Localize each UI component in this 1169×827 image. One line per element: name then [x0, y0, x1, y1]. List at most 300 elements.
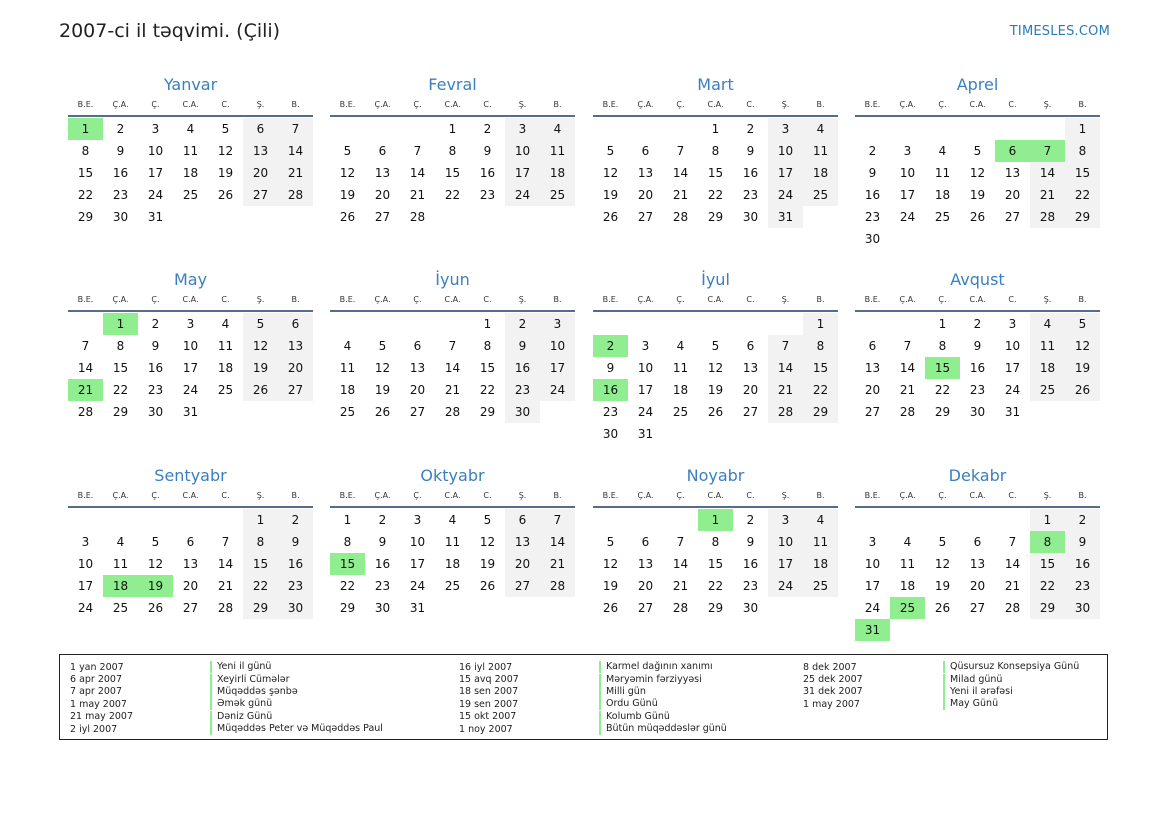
day-cell: 4: [186, 122, 195, 136]
weekend-day: 2: [278, 509, 313, 531]
weekend-day: 26: [1065, 379, 1100, 401]
weekday-header: [68, 293, 313, 307]
holiday-day: 15: [330, 553, 365, 575]
weekday-header: [855, 98, 1100, 112]
weekday-label: Ç.: [151, 100, 160, 109]
holiday-name: Əmək günü: [210, 698, 272, 710]
weekend-day: 14: [540, 531, 575, 553]
day-cell: 17: [409, 557, 426, 571]
day-cell: 12: [707, 361, 724, 375]
day-cell: 9: [116, 144, 125, 158]
day-cell: 2: [378, 513, 387, 527]
month-title: Aprel: [956, 75, 999, 94]
weekday-label: Ç.A.: [112, 491, 129, 500]
day-cell: 27: [742, 405, 759, 419]
day-cell: 31: [182, 405, 199, 419]
day-cell: 16: [147, 361, 164, 375]
weekend-day: 21: [278, 162, 313, 184]
weekend-day: 29: [1065, 206, 1100, 228]
day-cell: 1: [483, 317, 492, 331]
day-cell: 20: [1004, 188, 1021, 202]
day-cell: 6: [186, 535, 195, 549]
day-cell: 16: [479, 166, 496, 180]
day-cell: 5: [711, 339, 720, 353]
weekend-day: 31: [768, 206, 803, 228]
day-cell: 7: [448, 339, 457, 353]
day-cell: 5: [606, 144, 615, 158]
holiday-name: Yeni il ərəfəsi: [943, 686, 1013, 698]
day-cell: 5: [378, 339, 387, 353]
holiday-day: 25: [890, 597, 925, 619]
day-cell: 9: [746, 535, 755, 549]
weekend-day: 18: [803, 162, 838, 184]
month-block: [330, 269, 575, 423]
day-cell: 20: [864, 383, 881, 397]
empty-cell: [628, 313, 663, 335]
weekday-header: [593, 489, 838, 503]
day-cell: 11: [444, 535, 461, 549]
day-cell: 13: [637, 166, 654, 180]
empty-cell: [628, 118, 663, 140]
weekday-label: Ş.: [518, 100, 527, 109]
day-cell: 16: [864, 188, 881, 202]
day-cell: 22: [444, 188, 461, 202]
weekend-day: 3: [540, 313, 575, 335]
weekend-day: 28: [278, 184, 313, 206]
holiday-name: May Günü: [943, 698, 998, 710]
weekend-day: 17: [768, 162, 803, 184]
header-rule: [68, 506, 313, 508]
weekend-day: 5: [243, 313, 278, 335]
day-grid: [330, 313, 575, 423]
empty-cell: [663, 313, 698, 335]
day-cell: 7: [676, 535, 685, 549]
day-cell: 7: [221, 535, 230, 549]
day-cell: 15: [479, 361, 496, 375]
empty-cell: [628, 509, 663, 531]
empty-cell: [663, 118, 698, 140]
day-cell: 16: [969, 361, 986, 375]
weekend-day: 1: [1065, 118, 1100, 140]
legend-row: [459, 673, 727, 685]
day-cell: 7: [676, 144, 685, 158]
weekday-label: Ç.: [151, 295, 160, 304]
header-rule: [68, 115, 313, 117]
weekday-label: B.E.: [77, 491, 94, 500]
day-cell: 6: [973, 535, 982, 549]
weekend-day: 15: [1030, 553, 1065, 575]
weekend-day: 10: [768, 531, 803, 553]
weekday-label: Ç.: [938, 491, 947, 500]
weekday-label: B.: [553, 295, 562, 304]
day-cell: 26: [479, 579, 496, 593]
weekday-label: B.E.: [602, 295, 619, 304]
weekday-label: B.E.: [864, 491, 881, 500]
day-cell: 9: [973, 339, 982, 353]
weekday-label: C.: [221, 100, 230, 109]
day-cell: 11: [899, 557, 916, 571]
weekend-day: 7: [768, 335, 803, 357]
weekday-label: Ç.A.: [374, 491, 391, 500]
month-title: Mart: [697, 75, 734, 94]
weekend-day: 4: [803, 118, 838, 140]
day-cell: 22: [112, 383, 129, 397]
day-cell: 21: [409, 188, 426, 202]
header-rule: [593, 310, 838, 312]
weekend-day: 12: [243, 335, 278, 357]
day-cell: 10: [864, 557, 881, 571]
weekend-day: 21: [768, 379, 803, 401]
day-cell: 23: [374, 579, 391, 593]
day-cell: 29: [339, 601, 356, 615]
day-cell: 12: [374, 361, 391, 375]
site-link[interactable]: TIMESLES.COM: [1009, 24, 1110, 39]
weekday-label: B.E.: [77, 100, 94, 109]
day-cell: 27: [182, 601, 199, 615]
day-cell: 15: [77, 166, 94, 180]
empty-cell: [768, 313, 803, 335]
weekday-label: C.: [483, 491, 492, 500]
holiday-date: 1 may 2007: [803, 698, 860, 710]
weekend-day: 19: [243, 357, 278, 379]
day-cell: 5: [483, 513, 492, 527]
day-cell: 7: [81, 339, 90, 353]
holiday-date: 19 sen 2007: [459, 698, 519, 710]
holiday-date: 15 okt 2007: [459, 711, 517, 723]
weekend-day: 4: [1030, 313, 1065, 335]
day-cell: 19: [602, 188, 619, 202]
weekday-label: B.: [816, 491, 825, 500]
page-title: 2007-ci il təqvimi. (Çili): [59, 20, 281, 42]
day-cell: 8: [711, 535, 720, 549]
day-cell: 30: [374, 601, 391, 615]
empty-cell: [400, 313, 435, 335]
holiday-day: 2: [593, 335, 628, 357]
day-cell: 4: [903, 535, 912, 549]
day-cell: 10: [899, 166, 916, 180]
header-rule: [330, 115, 575, 117]
empty-cell: [855, 313, 890, 335]
day-cell: 7: [903, 339, 912, 353]
weekday-label: C.: [221, 491, 230, 500]
header-rule: [330, 506, 575, 508]
weekday-label: Ç.: [676, 295, 685, 304]
weekend-day: 24: [540, 379, 575, 401]
empty-cell: [365, 118, 400, 140]
weekend-day: 30: [278, 597, 313, 619]
day-cell: 28: [1004, 601, 1021, 615]
day-cell: 30: [112, 210, 129, 224]
weekend-day: 17: [768, 553, 803, 575]
holiday-date: 1 noy 2007: [459, 723, 513, 735]
day-cell: 22: [934, 383, 951, 397]
day-cell: 27: [637, 210, 654, 224]
holiday-day: 1: [68, 118, 103, 140]
weekday-label: Ç.: [151, 491, 160, 500]
day-cell: 9: [746, 144, 755, 158]
weekday-label: B.: [553, 100, 562, 109]
day-cell: 11: [112, 557, 129, 571]
holiday-date: 7 apr 2007: [70, 686, 123, 698]
holiday-date: 25 dek 2007: [803, 674, 863, 686]
legend-row: [70, 673, 383, 685]
weekday-label: Ş.: [781, 295, 790, 304]
weekday-label: Ş.: [256, 295, 265, 304]
month-title: İyul: [701, 270, 730, 289]
month-block: [68, 74, 313, 228]
month-block: [68, 269, 313, 423]
holiday-day: 1: [103, 313, 138, 335]
day-cell: 13: [637, 557, 654, 571]
day-cell: 14: [409, 166, 426, 180]
weekend-day: 11: [540, 140, 575, 162]
day-cell: 9: [868, 166, 877, 180]
day-cell: 17: [899, 188, 916, 202]
weekend-day: 23: [505, 379, 540, 401]
empty-cell: [593, 118, 628, 140]
weekend-day: 24: [768, 575, 803, 597]
day-cell: 17: [77, 579, 94, 593]
legend-row: [70, 698, 383, 710]
legend-row: [459, 686, 727, 698]
day-cell: 2: [116, 122, 125, 136]
weekend-day: 28: [768, 401, 803, 423]
day-cell: 14: [672, 166, 689, 180]
weekend-day: 23: [278, 575, 313, 597]
weekday-label: C.A.: [707, 100, 724, 109]
weekend-day: 27: [278, 379, 313, 401]
holiday-legend: [59, 654, 1108, 740]
day-cell: 29: [479, 405, 496, 419]
holiday-day: 15: [925, 357, 960, 379]
month-title: May: [173, 270, 208, 289]
day-cell: 1: [711, 122, 720, 136]
legend-row: [803, 661, 1079, 673]
day-cell: 26: [339, 210, 356, 224]
weekend-day: 1: [1030, 509, 1065, 531]
day-cell: 3: [1008, 317, 1017, 331]
day-grid: [855, 509, 1100, 641]
day-cell: 12: [147, 557, 164, 571]
day-cell: 6: [746, 339, 755, 353]
day-cell: 12: [217, 144, 234, 158]
weekend-day: 11: [803, 531, 838, 553]
day-cell: 3: [641, 339, 650, 353]
day-cell: 31: [147, 210, 164, 224]
weekday-label: Ç.: [413, 295, 422, 304]
weekday-label: B.: [1078, 491, 1087, 500]
day-cell: 26: [934, 601, 951, 615]
weekend-day: 4: [803, 509, 838, 531]
weekday-label: Ç.A.: [637, 491, 654, 500]
day-cell: 24: [899, 210, 916, 224]
day-cell: 20: [182, 579, 199, 593]
day-cell: 5: [343, 144, 352, 158]
month-block: [855, 465, 1100, 641]
day-cell: 2: [151, 317, 160, 331]
day-cell: 3: [903, 144, 912, 158]
day-cell: 21: [672, 579, 689, 593]
weekday-label: C.: [1008, 295, 1017, 304]
day-cell: 28: [444, 405, 461, 419]
day-cell: 25: [934, 210, 951, 224]
day-cell: 4: [448, 513, 457, 527]
weekend-day: 10: [768, 140, 803, 162]
weekend-day: 17: [505, 162, 540, 184]
month-title: Sentyabr: [154, 466, 227, 485]
holiday-day: 18: [103, 575, 138, 597]
day-cell: 3: [413, 513, 422, 527]
day-cell: 21: [672, 188, 689, 202]
weekday-label: C.A.: [182, 295, 199, 304]
day-cell: 27: [1004, 210, 1021, 224]
weekday-label: C.A.: [444, 100, 461, 109]
weekday-header: [855, 489, 1100, 503]
day-cell: 8: [483, 339, 492, 353]
day-cell: 11: [217, 339, 234, 353]
weekend-day: 24: [505, 184, 540, 206]
holiday-date: 31 dek 2007: [803, 686, 863, 698]
day-cell: 15: [707, 557, 724, 571]
weekday-label: Ç.A.: [899, 491, 916, 500]
day-cell: 2: [746, 122, 755, 136]
legend-row: [803, 673, 1079, 685]
weekend-day: 22: [1065, 184, 1100, 206]
weekday-label: C.A.: [182, 491, 199, 500]
legend-row: [459, 723, 727, 735]
weekday-header: [68, 98, 313, 112]
day-cell: 1: [448, 122, 457, 136]
weekday-label: C.A.: [707, 491, 724, 500]
day-cell: 6: [378, 144, 387, 158]
day-grid: [593, 313, 838, 445]
weekday-label: Ş.: [256, 491, 265, 500]
day-cell: 18: [899, 579, 916, 593]
day-cell: 13: [864, 361, 881, 375]
weekday-label: B.E.: [602, 100, 619, 109]
holiday-date: 18 sen 2007: [459, 686, 519, 698]
empty-cell: [593, 509, 628, 531]
month-title: Dekabr: [948, 466, 1007, 485]
day-cell: 14: [899, 361, 916, 375]
day-cell: 13: [969, 557, 986, 571]
weekday-label: Ç.A.: [637, 295, 654, 304]
weekend-day: 11: [1030, 335, 1065, 357]
day-cell: 26: [147, 601, 164, 615]
day-cell: 30: [147, 405, 164, 419]
day-cell: 23: [742, 188, 759, 202]
day-cell: 19: [479, 557, 496, 571]
empty-cell: [890, 509, 925, 531]
empty-cell: [663, 509, 698, 531]
weekend-day: 5: [1065, 313, 1100, 335]
day-cell: 31: [1004, 405, 1021, 419]
legend-row: [70, 723, 383, 735]
month-block: [593, 74, 838, 228]
holiday-date: 21 may 2007: [70, 711, 134, 723]
day-cell: 14: [77, 361, 94, 375]
weekend-day: 8: [803, 335, 838, 357]
weekend-day: 3: [768, 118, 803, 140]
day-cell: 18: [444, 557, 461, 571]
weekend-day: 26: [243, 379, 278, 401]
holiday-day: 7: [1030, 140, 1065, 162]
day-cell: 13: [409, 361, 426, 375]
day-cell: 20: [409, 383, 426, 397]
legend-row: [803, 686, 1079, 698]
day-grid: [855, 313, 1100, 423]
weekday-header: [330, 98, 575, 112]
empty-cell: [103, 509, 138, 531]
day-cell: 22: [707, 188, 724, 202]
weekend-day: 18: [1030, 357, 1065, 379]
day-cell: 21: [444, 383, 461, 397]
holiday-name: Xeyirli Cümələr: [210, 674, 290, 686]
holiday-name: Qüsursuz Konsepsiya Günü: [943, 661, 1079, 673]
legend-column: [70, 661, 383, 735]
holiday-name: Ordu Günü: [599, 698, 658, 710]
weekend-day: 15: [243, 553, 278, 575]
weekend-day: 15: [1065, 162, 1100, 184]
day-cell: 25: [339, 405, 356, 419]
day-cell: 5: [973, 144, 982, 158]
empty-cell: [138, 509, 173, 531]
weekend-day: 14: [1030, 162, 1065, 184]
holiday-name: Milad günü: [943, 674, 1002, 686]
day-cell: 1: [343, 513, 352, 527]
holiday-name: Müqəddəs Peter və Müqəddəs Paul: [210, 723, 383, 735]
day-cell: 16: [742, 166, 759, 180]
weekend-day: 21: [1030, 184, 1065, 206]
weekday-label: C.: [1008, 100, 1017, 109]
weekday-label: Ş.: [256, 100, 265, 109]
weekday-label: Ç.: [676, 491, 685, 500]
weekend-day: 25: [1030, 379, 1065, 401]
day-cell: 10: [1004, 339, 1021, 353]
day-cell: 22: [479, 383, 496, 397]
header-rule: [593, 115, 838, 117]
day-cell: 28: [672, 210, 689, 224]
weekend-day: 6: [505, 509, 540, 531]
day-cell: 22: [339, 579, 356, 593]
weekday-label: Ç.A.: [112, 100, 129, 109]
day-cell: 20: [742, 383, 759, 397]
weekday-header: [330, 489, 575, 503]
empty-cell: [925, 118, 960, 140]
weekday-label: B.: [291, 100, 300, 109]
weekday-label: B.E.: [339, 491, 356, 500]
day-cell: 18: [217, 361, 234, 375]
weekend-day: 14: [278, 140, 313, 162]
day-cell: 16: [112, 166, 129, 180]
header-rule: [330, 310, 575, 312]
legend-column: [803, 661, 1079, 711]
day-cell: 18: [182, 166, 199, 180]
day-cell: 30: [864, 232, 881, 246]
day-cell: 23: [112, 188, 129, 202]
weekend-day: 22: [243, 575, 278, 597]
holiday-name: Yeni il günü: [210, 661, 271, 673]
day-cell: 19: [339, 188, 356, 202]
day-grid: [593, 118, 838, 228]
weekday-label: B.: [816, 295, 825, 304]
day-grid: [593, 509, 838, 619]
day-cell: 14: [1004, 557, 1021, 571]
weekend-day: 13: [505, 531, 540, 553]
month-block: [593, 269, 838, 445]
day-cell: 5: [606, 535, 615, 549]
day-cell: 27: [637, 601, 654, 615]
